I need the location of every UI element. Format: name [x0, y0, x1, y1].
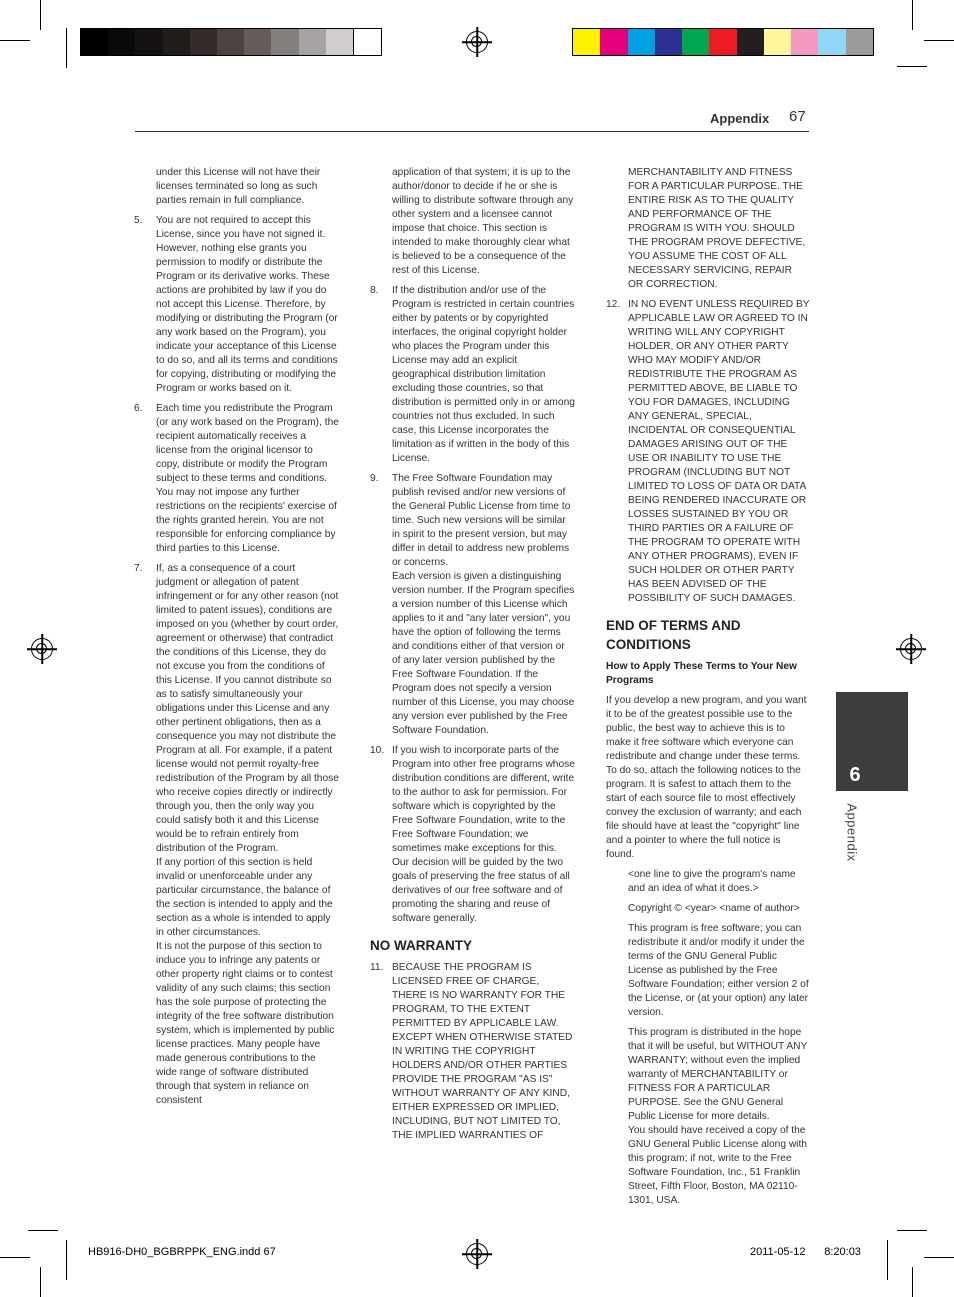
list-item — [606, 298, 810, 606]
color-swatch — [791, 29, 818, 55]
crop-mark — [897, 66, 927, 67]
header-section: Appendix — [710, 111, 770, 126]
item-text: Each version is given a distinguishing version number. If the Program specifies a version number of this License which applies to it and "any later version", you have the option of following the terms and conditions either of that version or of any later version published by the Free Software Foundation. If the Program does not specify a version number of this License, you may choose any version ever published by the Free Software Foundation. — [392, 571, 575, 736]
color-swatch — [271, 29, 298, 55]
registration-mark-icon — [466, 1243, 488, 1265]
crop-mark — [28, 1230, 58, 1231]
color-swatch — [81, 29, 108, 55]
item-text: If any portion of this section is held invalid or unenforceable under any particular circumstance, the balance of the section is intended to apply and the section as a whole is intended to apply in other circumstances. — [156, 857, 333, 938]
item-number: 5. — [134, 215, 143, 226]
color-swatch — [244, 29, 271, 55]
crop-mark — [66, 1240, 67, 1280]
crop-mark — [66, 28, 67, 68]
color-swatch — [299, 29, 326, 55]
footer-file: HB916-DH0_BGBRPPK_ENG.indd 67 — [88, 1246, 276, 1258]
chapter-label: Appendix — [844, 803, 860, 862]
item-text: If you wish to incorporate parts of the Program into other free programs whose distribution conditions are different, write to the author to ask for permission. For software which is copyrighted by the Free Software Foundation, write to the Free Software Foundation; we sometimes make exceptions for this. Our decision will be guided by the two goals of preserving the free status of all derivatives of our free software and of promoting the sharing and reuse of software generally. — [392, 745, 575, 924]
item-text: The Free Software Foundation may publish revised and/or new versions of the General Public License from time to time. Such new versions will be similar in spirit to the present version, but may differ in detail to address new problems or concerns. — [392, 473, 571, 568]
registration-mark-icon — [900, 638, 922, 660]
crop-mark — [40, 0, 41, 30]
color-swatch — [737, 29, 764, 55]
paragraph: application of that system; it is up to the author/donor to decide if he or she is willing to distribute software through any other system and a licensee cannot impose that choice. This section is intended to make thoroughly clear what is believed to be a consequence of the rest of this License. — [392, 167, 574, 276]
color-swatch — [655, 29, 682, 55]
color-swatch — [709, 29, 736, 55]
item-number: 11. — [370, 962, 384, 973]
notice-paragraph: <one line to give the program's name and an idea of what it does.> — [628, 869, 796, 894]
color-swatch — [682, 29, 709, 55]
registration-mark-icon — [466, 31, 488, 53]
crop-mark — [924, 40, 954, 41]
paragraph: under this License will not have their licenses terminated so long as such parties remain in full compliance. — [156, 167, 321, 206]
list-item — [370, 472, 575, 738]
section-heading: END OF TERMS AND CONDITIONS — [606, 618, 741, 652]
color-swatch — [108, 29, 135, 55]
chapter-number: 6 — [849, 764, 861, 786]
color-swatch — [163, 29, 190, 55]
list-item — [370, 744, 575, 926]
item-text: If, as a consequence of a court judgment or allegation of patent infringement or for any other reason (not limited to patent issues), conditions are imposed on you (whether by court order, agreement or otherwise) that contradict the conditions of this License, they do not excuse you from the conditions of this License. If you cannot distribute so as to satisfy simultaneously your obligations under this License and any other pertinent obligations, then as a consequence you may not distribute the Program at all. For example, if a patent license would not permit royalty-free redistribution of the Program by all those who receive copies directly or indirectly through you, then the only way you could satisfy both it and this License would be to refrain entirely from distribution of the Program. — [156, 563, 339, 854]
header-rule — [135, 131, 809, 132]
item-text: It is not the purpose of this section to induce you to infringe any patents or other property right claims or to contest validity of any such claims; this section has the sole purpose of protecting the integrity of the free software distribution system, which is implemented by public license practices. Many people have made generous contributions to the wide range of software distributed through that system in reliance on consistent — [156, 941, 335, 1106]
list-item — [370, 284, 575, 466]
list-item — [134, 562, 339, 1108]
color-swatch — [326, 29, 353, 55]
item-text: BECAUSE THE PROGRAM IS LICENSED FREE OF CHARGE, THERE IS NO WARRANTY FOR THE PROGRAM, TO THE EXTENT PERMITTED BY APPLICABLE LAW. EXCEPT WHEN OTHERWISE STATED IN WRITING THE COPYRIGHT HOLDERS AND/OR OTHER PARTIES PROVIDE THE PROGRAM "AS IS" WITHOUT WARRANTY OF ANY KIND, EITHER EXPRESSED OR IMPLIED, INCLUDING, BUT NOT LIMITED TO, THE IMPLIED WARRANTIES OF — [392, 962, 573, 1141]
item-number: 7. — [134, 563, 143, 574]
footer-date: 2011-05-12 — [750, 1246, 806, 1258]
column-1 — [134, 166, 339, 1114]
crop-mark — [40, 1267, 41, 1297]
list-item — [370, 961, 575, 1143]
list-item — [134, 402, 339, 556]
color-swatch — [135, 29, 162, 55]
footer-time: 8:20:03 — [812, 1246, 861, 1258]
color-swatch — [846, 29, 873, 55]
crop-mark — [924, 1257, 954, 1258]
item-text: You are not required to accept this License, since you have not signed it. However, nothing else grants you permission to modify or distribute the Program or its derivative works. These actions are prohibited by law if you do not accept this License. Therefore, by modifying or distributing the Program (or any work based on the Program), you indicate your acceptance of this License to do so, and all its terms and conditions for copying, distributing or modifying the Program or works based on it. — [156, 215, 338, 394]
item-number: 12. — [606, 299, 621, 310]
color-swatch — [818, 29, 845, 55]
column-3 — [606, 166, 810, 1214]
notice-paragraph: Copyright © <year> <name of author> — [628, 903, 800, 914]
crop-mark — [0, 1257, 30, 1258]
color-swatch — [573, 29, 600, 55]
color-swatch — [764, 29, 791, 55]
registration-mark-icon — [31, 638, 53, 660]
item-text: If the distribution and/or use of the Program is restricted in certain countries either by patents or by copyrighted interfaces, the original copyright holder who places the Program under this License may add an explicit geographical distribution limitation excluding those countries, so that distribution is permitted only in or among countries not thus excluded. In such case, this License incorporates the limitation as if written in the body of this License. — [392, 285, 575, 464]
notice-paragraph: This program is distributed in the hope that it will be useful, but WITHOUT ANY WARRANTY; without even the implied warranty of MERCHANTABILITY or FITNESS FOR A PARTICULAR PURPOSE. See the GNU General Public License for more details. — [628, 1027, 808, 1122]
section-heading: NO WARRANTY — [370, 938, 472, 953]
color-swatch — [600, 29, 627, 55]
color-swatch — [353, 29, 381, 55]
crop-mark — [912, 1267, 913, 1297]
item-number: 8. — [370, 285, 379, 296]
notice-paragraph: This program is free software; you can redistribute it and/or modify it under the terms of the GNU General Public License as published by the Free Software Foundation; either version 2 of the License, or (at your option) any later version. — [628, 923, 809, 1018]
color-swatch — [217, 29, 244, 55]
color-swatch — [190, 29, 217, 55]
crop-mark — [887, 1240, 888, 1280]
subsection-heading: How to Apply These Terms to Your New Programs — [606, 661, 797, 686]
color-swatch — [628, 29, 655, 55]
paragraph: MERCHANTABILITY AND FITNESS FOR A PARTICULAR PURPOSE. THE ENTIRE RISK AS TO THE QUALITY AND PERFORMANCE OF THE PROGRAM IS WITH YOU. SHOULD THE PROGRAM PROVE DEFECTIVE, YOU ASSUME THE COST OF ALL NECESSARY SERVICING, REPAIR OR CORRECTION. — [628, 167, 806, 290]
page-number: 67 — [789, 108, 806, 125]
item-number: 10. — [370, 745, 385, 756]
crop-mark — [912, 0, 913, 30]
item-number: 6. — [134, 403, 143, 414]
item-text: IN NO EVENT UNLESS REQUIRED BY APPLICABLE LAW OR AGREED TO IN WRITING WILL ANY COPYRIGHT HOLDER, OR ANY OTHER PARTY WHO MAY MODIFY AND/OR REDISTRIBUTE THE PROGRAM AS PERMITTED ABOVE, BE LIABLE TO YOU FOR DAMAGES, INCLUDING ANY GENERAL, SPECIAL, INCIDENTAL OR CONSEQUENTIAL DAMAGES ARISING OUT OF THE USE OR INABILITY TO USE THE PROGRAM (INCLUDING BUT NOT LIMITED TO LOSS OF DATA OR DATA BEING RENDERED INACCURATE OR LOSSES SUSTAINED BY YOU OR THIRD PARTIES OR A FAILURE OF THE PROGRAM TO OPERATE WITH ANY OTHER PROGRAMS), EVEN IF SUCH HOLDER OR OTHER PARTY HAS BEEN ADVISED OF THE POSSIBILITY OF SUCH DAMAGES. — [628, 299, 810, 604]
item-number: 9. — [370, 473, 379, 484]
item-text: Each time you redistribute the Program (or any work based on the Program), the recipient automatically receives a license from the original licensor to copy, distribute or modify the Program subject to these terms and conditions. You may not impose any further restrictions on the recipients' exercise of the rights granted herein. You are not responsible for enforcing compliance by third parties to this License. — [156, 403, 339, 554]
column-2 — [370, 166, 575, 1149]
crop-mark — [0, 40, 30, 41]
crop-mark — [897, 1230, 927, 1231]
paragraph: If you develop a new program, and you want it to be of the greatest possible use to the public, the best way to achieve this is to make it free software which everyone can redistribute and change under these terms. To do so, attach the following notices to the program. It is safest to attach them to the start of each source file to most effectively convey the exclusion of warranty; and each file should have at least the "copyright" line and a pointer to where the full notice is found. — [606, 695, 807, 860]
notice-paragraph: You should have received a copy of the GNU General Public License along with this program; if not, write to the Free Software Foundation, Inc., 51 Franklin Street, Fifth Floor, Boston, MA 02110-1301, USA. — [628, 1125, 807, 1206]
list-item — [134, 214, 339, 396]
color-ramp-bar — [572, 28, 874, 56]
gray-ramp-bar — [80, 28, 382, 56]
